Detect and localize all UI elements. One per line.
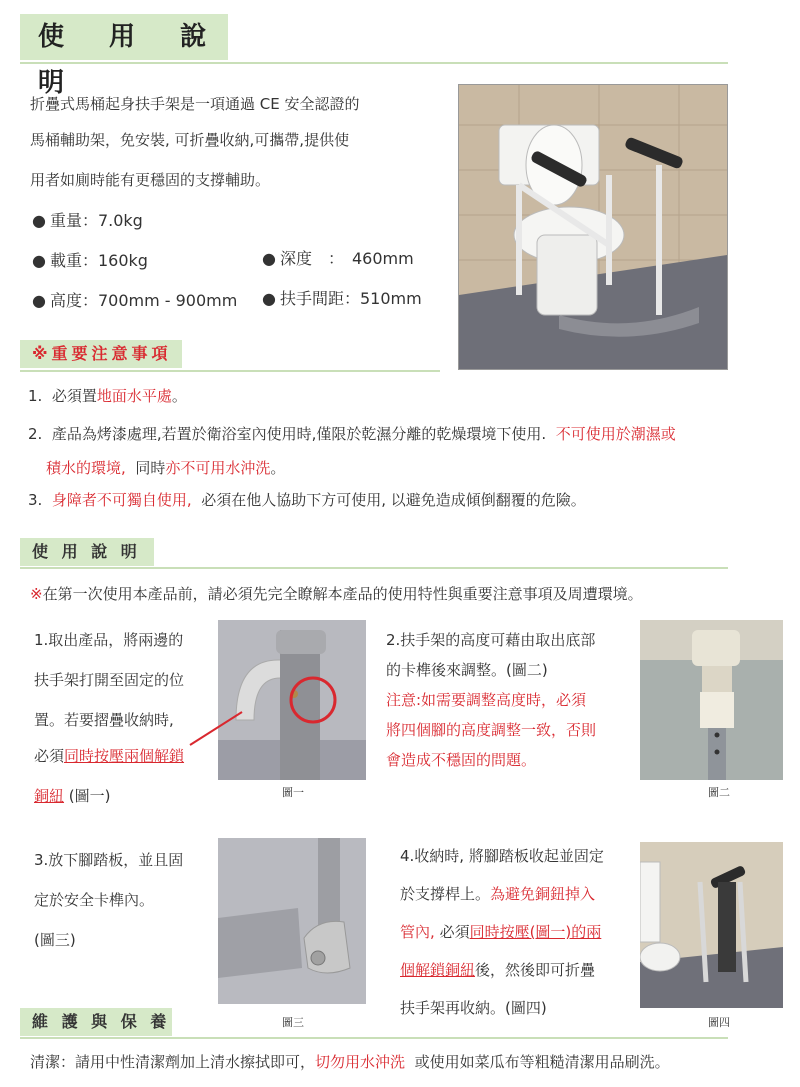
spec-height: ● 高度：700mm - 900mm: [32, 291, 238, 310]
bullet-icon: ●: [32, 251, 46, 270]
spec-armrest-span: ● 扶手間距：510mm: [262, 289, 422, 308]
notice-divider: [20, 370, 440, 372]
step2-line-4: 將四個腳的高度調整一致，否則: [386, 721, 597, 739]
step4-line-1: 4.收納時, 將腳踏板收起並固定: [400, 847, 604, 865]
usage-intro: ※在第一次使用本產品前，請必須先完全瞭解本產品的使用特性與重要注意事項及周遭環境。: [30, 585, 643, 603]
step1-line-3: 置。若要摺疊收納時,: [34, 711, 174, 729]
title-divider: [20, 62, 728, 64]
step1-line-5: 銅紐 (圖一): [34, 787, 111, 805]
usage-header: 使 用 說 明: [20, 538, 154, 566]
spec-depth: ● 深度 ： 460mm: [262, 249, 414, 268]
step2-line-1: 2.扶手架的高度可藉由取出底部: [386, 631, 596, 649]
step3-line-2: 定於安全卡榫內。: [34, 891, 155, 909]
figure-1-caption: 圖一: [282, 786, 304, 799]
bullet-icon: ●: [32, 211, 46, 230]
step4-line-3: 管內, 必須同時按壓(圖一)的兩: [400, 923, 602, 941]
step2-line-3: 注意:如需要調整高度時，必須: [386, 691, 587, 709]
bullet-icon: ●: [262, 289, 276, 308]
step2-line-5: 會造成不穩固的問題。: [386, 751, 537, 769]
step3-line-3: (圖三): [34, 931, 76, 949]
figure-2-photo: [640, 620, 783, 780]
figure-3-photo: [218, 838, 366, 1004]
maintenance-header: 維 護 與 保 養: [20, 1008, 172, 1036]
figure-2-caption: 圖二: [708, 786, 730, 799]
figure-4-photo: [640, 842, 783, 1008]
step4-line-4: 個解鎖銅紐後，然後即可折疊: [400, 961, 596, 979]
step4-line-2: 於支撐桿上。為避免銅鈕掉入: [400, 885, 596, 903]
step3-line-1: 3.放下腳踏板，並且固: [34, 851, 184, 869]
spec-load: ● 載重：160kg: [32, 251, 148, 270]
maintenance-divider: [20, 1037, 728, 1039]
pointer-arrow: [180, 690, 250, 750]
step1-line-4: 必須同時按壓兩個解鎖: [34, 747, 185, 765]
usage-divider: [20, 567, 728, 569]
product-photo: [458, 84, 728, 370]
bullet-icon: ●: [32, 291, 46, 310]
page-title: 使 用 說 明: [20, 14, 228, 60]
step1-line-2: 扶手架打開至固定的位: [34, 671, 185, 689]
figure-3-caption: 圖三: [282, 1016, 304, 1029]
intro-line-2: 馬桶輔助架，免安裝, 可折疊收納,可攜帶,提供使: [30, 131, 350, 149]
step4-line-5: 扶手架再收納。(圖四): [400, 999, 547, 1017]
maintenance-text: 清潔：請用中性清潔劑加上清水擦拭即可，切勿用水沖洗 或使用如菜瓜布等粗糙清潔用品刷洗。: [30, 1053, 670, 1071]
figure-4-caption: 圖四: [708, 1016, 730, 1029]
step1-line-1: 1.取出產品，將兩邊的: [34, 631, 184, 649]
step2-line-2: 的卡榫後來調整。(圖二): [386, 661, 548, 679]
spec-weight: ● 重量：7.0kg: [32, 211, 143, 230]
notice-item-2-cont: 積水的環境, 同時亦不可用水沖洗。: [46, 459, 286, 477]
notice-item-1: 1. 必須置地面水平處。: [28, 387, 187, 405]
intro-line-3: 用者如廁時能有更穩固的支撐輔助。: [30, 171, 271, 189]
notice-header: ※重要注意事項: [20, 340, 182, 368]
notice-item-2: 2. 產品為烤漆處理,若置於衛浴室內使用時,僅限於乾濕分離的乾燥環境下使用. 不可使用於潮濕或: [28, 425, 676, 443]
bullet-icon: ●: [262, 249, 276, 268]
intro-line-1: 折疊式馬桶起身扶手架是一項通過 CE 安全認證的: [30, 95, 360, 113]
notice-item-3: 3. 身障者不可獨自使用, 必須在他人協助下方可使用, 以避免造成傾倒翻覆的危險。: [28, 491, 586, 509]
